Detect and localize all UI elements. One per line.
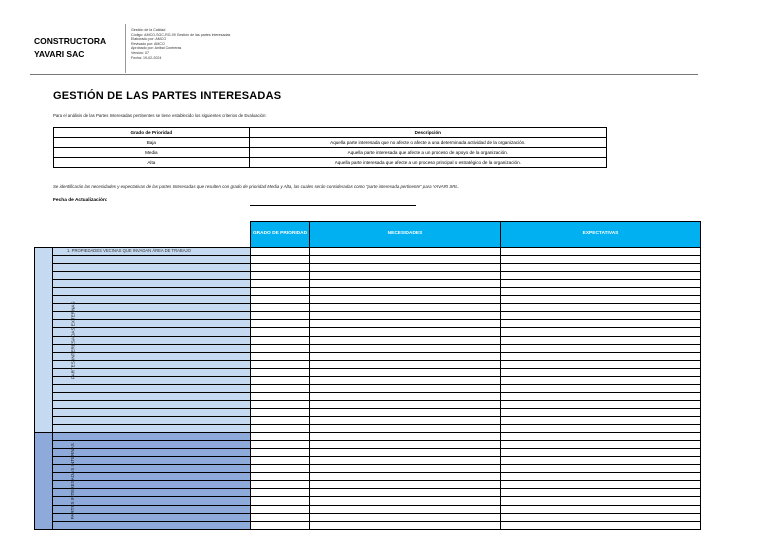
priority-grade: Baja	[54, 138, 250, 148]
stakeholder-cell[interactable]	[53, 264, 251, 272]
stakeholder-cell[interactable]	[53, 320, 251, 328]
stakeholder-cell[interactable]	[53, 296, 251, 304]
grado-cell[interactable]	[251, 489, 310, 497]
priority-header-description: Descripción	[249, 128, 606, 138]
priority-row	[54, 138, 607, 148]
expectativas-cell[interactable]	[501, 256, 701, 264]
stakeholder-cell[interactable]	[53, 288, 251, 296]
expectativas-cell[interactable]	[501, 416, 701, 424]
necesidades-cell[interactable]	[310, 465, 501, 473]
expectativas-cell[interactable]	[501, 328, 701, 336]
grado-cell[interactable]	[251, 336, 310, 344]
grado-cell[interactable]	[251, 304, 310, 312]
stakeholder-cell[interactable]	[53, 376, 251, 384]
grado-cell[interactable]	[251, 505, 310, 513]
grado-cell[interactable]	[251, 400, 310, 408]
necesidades-cell[interactable]	[310, 449, 501, 457]
expectativas-cell[interactable]	[501, 304, 701, 312]
grado-cell[interactable]	[251, 441, 310, 449]
expectativas-cell[interactable]	[501, 344, 701, 352]
expectativas-cell[interactable]	[501, 505, 701, 513]
table-row	[35, 457, 701, 465]
necesidades-cell[interactable]	[310, 256, 501, 264]
header-rule	[30, 74, 698, 75]
table-row	[35, 248, 701, 256]
meta-line: Elaborado por: AMCO	[131, 37, 167, 42]
expectativas-cell[interactable]	[501, 336, 701, 344]
necesidades-cell[interactable]	[310, 328, 501, 336]
table-row	[35, 264, 701, 272]
stakeholder-cell[interactable]	[53, 400, 251, 408]
grado-cell[interactable]	[251, 344, 310, 352]
meta-line: Revisado por: AMCO	[131, 41, 165, 46]
header-necesidades: NECESIDADES	[310, 222, 501, 248]
grado-cell[interactable]	[251, 328, 310, 336]
table-row	[35, 360, 701, 368]
grado-cell[interactable]	[251, 368, 310, 376]
stakeholder-cell[interactable]	[53, 304, 251, 312]
stakeholder-cell[interactable]	[53, 360, 251, 368]
table-row	[35, 416, 701, 424]
header-grado: GRADO DE PRIORIDAD	[251, 222, 310, 248]
expectativas-cell[interactable]	[501, 288, 701, 296]
meta-line: Aprobado por: Anibal Contreras	[131, 46, 182, 51]
table-row	[35, 296, 701, 304]
table-row	[35, 256, 701, 264]
grado-cell[interactable]	[251, 521, 310, 529]
grado-cell[interactable]	[251, 392, 310, 400]
stakeholder-cell[interactable]	[53, 481, 251, 489]
stakeholder-cell[interactable]	[53, 280, 251, 288]
stakeholder-cell[interactable]	[53, 416, 251, 424]
necesidades-cell[interactable]	[310, 248, 501, 256]
table-row	[35, 288, 701, 296]
grado-cell[interactable]	[251, 425, 310, 433]
expectativas-cell[interactable]	[501, 473, 701, 481]
table-row	[35, 400, 701, 408]
stakeholder-cell[interactable]	[53, 449, 251, 457]
table-row	[35, 312, 701, 320]
table-row	[35, 304, 701, 312]
expectativas-cell[interactable]	[501, 392, 701, 400]
priority-grade: Alta	[54, 158, 250, 168]
table-row	[35, 481, 701, 489]
stakeholder-cell[interactable]	[53, 344, 251, 352]
priority-table	[53, 127, 607, 168]
grado-cell[interactable]	[251, 481, 310, 489]
table-row	[35, 433, 701, 441]
expectativas-cell[interactable]	[501, 296, 701, 304]
necesidades-cell[interactable]	[310, 457, 501, 465]
table-row	[35, 441, 701, 449]
update-date-label: Fecha de Actualización:	[53, 198, 108, 203]
grado-cell[interactable]	[251, 264, 310, 272]
stakeholder-cell[interactable]	[53, 433, 251, 441]
stakeholder-cell[interactable]	[53, 465, 251, 473]
necesidades-cell[interactable]	[310, 368, 501, 376]
expectativas-cell[interactable]	[501, 376, 701, 384]
expectativas-cell[interactable]	[501, 360, 701, 368]
stakeholder-cell[interactable]	[53, 352, 251, 360]
stakeholder-cell[interactable]	[53, 425, 251, 433]
necesidades-cell[interactable]	[310, 513, 501, 521]
expectativas-cell[interactable]	[501, 457, 701, 465]
table-row	[35, 473, 701, 481]
table-row	[35, 497, 701, 505]
grado-cell[interactable]	[251, 449, 310, 457]
stakeholder-cell[interactable]	[53, 513, 251, 521]
company-name-line2: YAVARI SAC	[34, 49, 85, 59]
meta-line: Gestión de la Calidad	[131, 28, 166, 32]
necesidades-cell[interactable]	[310, 360, 501, 368]
table-row	[35, 344, 701, 352]
expectativas-cell[interactable]	[501, 489, 701, 497]
necesidades-cell[interactable]	[310, 384, 501, 392]
table-row	[35, 280, 701, 288]
priority-grade: Media	[54, 148, 250, 158]
table-row	[35, 328, 701, 336]
stakeholder-cell[interactable]	[53, 441, 251, 449]
expectativas-cell[interactable]	[501, 465, 701, 473]
grado-cell[interactable]	[251, 416, 310, 424]
grado-cell[interactable]	[251, 312, 310, 320]
stakeholder-cell[interactable]	[53, 497, 251, 505]
expectativas-cell[interactable]	[501, 408, 701, 416]
stakeholder-cell[interactable]: 1. PROPIEDADES VECINAS QUE INVADAN ÁREA DE TRABAJO	[53, 248, 251, 256]
grado-cell[interactable]	[251, 497, 310, 505]
grado-cell[interactable]	[251, 256, 310, 264]
internal-group-label-text: PARTES INTERESADAS INTERNAS	[69, 442, 75, 519]
table-row	[35, 521, 701, 529]
document-meta	[131, 28, 230, 60]
external-group-label-text: PARTES INTERESADAS EXTERNAS	[70, 301, 76, 379]
grado-cell[interactable]	[251, 457, 310, 465]
table-row	[35, 352, 701, 360]
meta-line: Fecha: 19-02-2024	[131, 55, 162, 60]
stakeholders-header-row	[35, 222, 701, 248]
stakeholder-cell[interactable]	[53, 368, 251, 376]
stakeholders-body	[35, 248, 701, 530]
grado-cell[interactable]	[251, 513, 310, 521]
grado-cell[interactable]	[251, 352, 310, 360]
stakeholder-cell[interactable]	[53, 328, 251, 336]
necesidades-cell[interactable]	[310, 400, 501, 408]
necesidades-cell[interactable]	[310, 336, 501, 344]
stakeholder-cell[interactable]	[53, 457, 251, 465]
priority-description: Aquella parte interesada que no afecte o afecte a una determinada actividad de la organización.	[249, 138, 606, 148]
expectativas-cell[interactable]	[501, 441, 701, 449]
table-row	[35, 513, 701, 521]
header-divider	[125, 24, 126, 73]
grado-cell[interactable]	[251, 465, 310, 473]
internal-group-label	[35, 433, 75, 530]
update-date-field[interactable]	[250, 205, 416, 206]
necesidades-cell[interactable]	[310, 473, 501, 481]
priority-row	[54, 158, 607, 168]
meta-line: Versión: 07	[131, 50, 149, 55]
necesidades-cell[interactable]	[310, 505, 501, 513]
necesidades-cell[interactable]	[310, 433, 501, 441]
grado-cell[interactable]	[251, 296, 310, 304]
expectativas-cell[interactable]	[501, 264, 701, 272]
necesidades-cell[interactable]	[310, 489, 501, 497]
necesidades-cell[interactable]	[310, 408, 501, 416]
necesidades-cell[interactable]	[310, 272, 501, 280]
grado-cell[interactable]	[251, 248, 310, 256]
stakeholder-cell[interactable]	[53, 473, 251, 481]
grado-cell[interactable]	[251, 360, 310, 368]
grado-cell[interactable]	[251, 288, 310, 296]
meta-line: Código: AMCO-SGC-RG-09 Gestión de las partes interesadas	[131, 32, 231, 37]
necesidades-cell[interactable]	[310, 264, 501, 272]
table-row	[35, 449, 701, 457]
expectativas-cell[interactable]	[501, 449, 701, 457]
table-row	[35, 320, 701, 328]
grado-cell[interactable]	[251, 376, 310, 384]
necesidades-cell[interactable]	[310, 425, 501, 433]
priority-header-grade: Grado de Prioridad	[54, 128, 250, 138]
necesidades-cell[interactable]	[310, 312, 501, 320]
table-row	[35, 465, 701, 473]
necesidades-cell[interactable]	[310, 296, 501, 304]
grado-cell[interactable]	[251, 272, 310, 280]
stakeholder-cell[interactable]	[53, 256, 251, 264]
criteria-note: Se identificarán las necesidades y expectativas de las partes Interesadas que resulten con grado de prioridad Media y Alta, las cuales serán consideradas como "parte interesada pertinente" para YAVARI SRL.	[53, 184, 460, 189]
stakeholder-cell[interactable]	[53, 505, 251, 513]
necesidades-cell[interactable]	[310, 320, 501, 328]
expectativas-cell[interactable]	[501, 521, 701, 529]
necesidades-cell[interactable]	[310, 344, 501, 352]
intro-text: Para el análisis de las Partes Interesadas pertinentes se tiene establecido los siguientes criterios de Evaluación:	[53, 113, 267, 118]
table-row	[35, 368, 701, 376]
expectativas-cell[interactable]	[501, 481, 701, 489]
stakeholder-cell[interactable]	[53, 489, 251, 497]
stakeholder-cell[interactable]	[53, 312, 251, 320]
table-row	[35, 408, 701, 416]
necesidades-cell[interactable]	[310, 352, 501, 360]
necesidades-cell[interactable]	[310, 392, 501, 400]
grado-cell[interactable]	[251, 408, 310, 416]
external-group-label	[35, 248, 76, 433]
table-row	[35, 384, 701, 392]
stakeholders-table	[34, 221, 701, 530]
expectativas-cell[interactable]	[501, 513, 701, 521]
necesidades-cell[interactable]	[310, 497, 501, 505]
table-row	[35, 272, 701, 280]
priority-description: Aquella parte interesada que afecte a un proceso principal o estratégico de la organización.	[249, 158, 606, 168]
company-name-line1: CONSTRUCTORA	[34, 36, 107, 46]
table-row	[35, 336, 701, 344]
stakeholder-cell[interactable]	[53, 392, 251, 400]
grado-cell[interactable]	[251, 473, 310, 481]
stakeholder-cell[interactable]	[53, 272, 251, 280]
expectativas-cell[interactable]	[501, 425, 701, 433]
priority-row	[54, 148, 607, 158]
stakeholder-cell[interactable]	[53, 521, 251, 529]
expectativas-cell[interactable]	[501, 368, 701, 376]
expectativas-cell[interactable]	[501, 320, 701, 328]
expectativas-cell[interactable]	[501, 352, 701, 360]
necesidades-cell[interactable]	[310, 288, 501, 296]
necesidades-cell[interactable]	[310, 481, 501, 489]
priority-description: Aquella parte interesada que afecte a un proceso de apoyo de la organización.	[249, 148, 606, 158]
grado-cell[interactable]	[251, 280, 310, 288]
stakeholder-cell[interactable]	[53, 336, 251, 344]
stakeholder-cell[interactable]	[53, 384, 251, 392]
table-row	[35, 425, 701, 433]
page-title: GESTIÓN DE LAS PARTES INTERESADAS	[53, 90, 282, 102]
necesidades-cell[interactable]	[310, 521, 501, 529]
necesidades-cell[interactable]	[310, 416, 501, 424]
necesidades-cell[interactable]	[310, 441, 501, 449]
expectativas-cell[interactable]	[501, 280, 701, 288]
table-row	[35, 376, 701, 384]
table-row	[35, 489, 701, 497]
necesidades-cell[interactable]	[310, 304, 501, 312]
expectativas-cell[interactable]	[501, 400, 701, 408]
grado-cell[interactable]	[251, 433, 310, 441]
grado-cell[interactable]	[251, 384, 310, 392]
expectativas-cell[interactable]	[501, 272, 701, 280]
stakeholder-cell[interactable]	[53, 408, 251, 416]
necesidades-cell[interactable]	[310, 280, 501, 288]
table-row	[35, 505, 701, 513]
expectativas-cell[interactable]	[501, 497, 701, 505]
expectativas-cell[interactable]	[501, 312, 701, 320]
expectativas-cell[interactable]	[501, 248, 701, 256]
grado-cell[interactable]	[251, 320, 310, 328]
header-blank	[35, 222, 53, 248]
header-expectativas: EXPECTATIVAS	[501, 222, 701, 248]
expectativas-cell[interactable]	[501, 433, 701, 441]
header-blank	[53, 222, 251, 248]
table-row	[35, 392, 701, 400]
necesidades-cell[interactable]	[310, 376, 501, 384]
expectativas-cell[interactable]	[501, 384, 701, 392]
priority-header-row	[54, 128, 607, 138]
company-name	[34, 35, 134, 61]
